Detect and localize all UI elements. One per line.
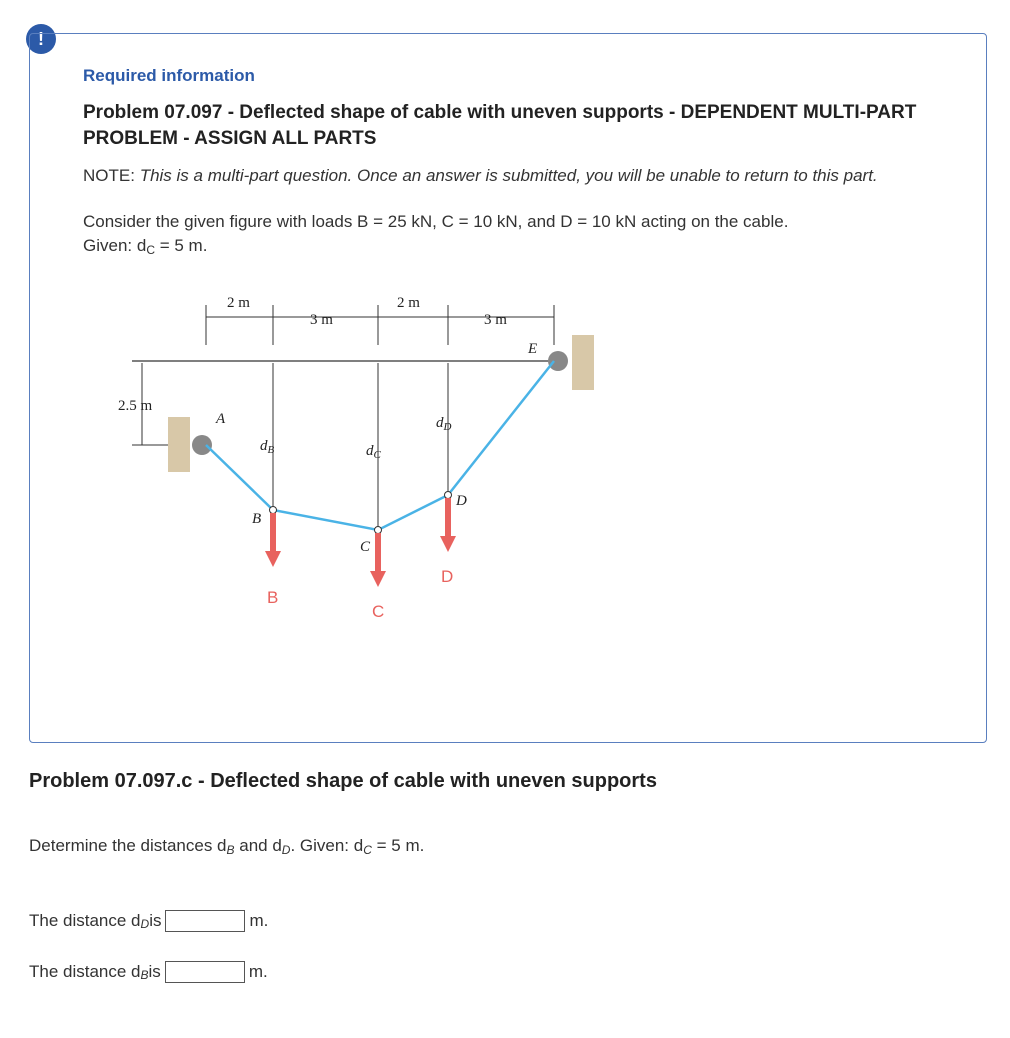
part-c-title: Problem 07.097.c - Deflected shape of cable with uneven supports <box>29 770 657 792</box>
given-prefix: Given: d <box>83 236 147 255</box>
label-C-node: C <box>360 539 371 555</box>
dim-3m-right: 3 m <box>484 312 507 328</box>
load-arrow-C <box>375 533 381 573</box>
alert-symbol: ! <box>38 28 44 49</box>
answer-row-dD <box>29 910 268 932</box>
required-info-title: Required information <box>83 66 255 85</box>
loads-text: Consider the given figure with loads B = 25 kN, C = 10 kN, and D = 10 kN acting on the cable. <box>83 212 789 231</box>
label-dC-sub: C <box>373 449 381 461</box>
label-E: E <box>528 341 538 357</box>
answer-dD-sub: D <box>140 917 150 931</box>
determine-sub-c: C <box>363 843 372 857</box>
load-label-B: B <box>267 588 279 607</box>
dB-input[interactable] <box>165 961 245 983</box>
determine-prefix: Determine the distances d <box>29 836 227 855</box>
answer-dB-prefix: The distance d <box>29 962 141 981</box>
dim-2-5m: 2.5 m <box>118 398 153 414</box>
note-text <box>83 166 943 186</box>
given-suffix: = 5 m. <box>154 236 208 255</box>
answer-dD-prefix: The distance d <box>29 911 141 930</box>
dim-2m-left: 2 m <box>227 295 250 311</box>
answer-dD-unit: m. <box>249 911 269 930</box>
given-text <box>83 236 207 256</box>
determine-text <box>29 836 424 856</box>
note-body: This is a multi-part question. Once an answer is submitted, you will be unable to return to this part. <box>139 166 878 185</box>
label-dC: d <box>366 443 374 459</box>
support-A <box>168 417 190 472</box>
dim-2m-right: 2 m <box>397 295 420 311</box>
problem-heading: Problem 07.097 - Deflected shape of cable with uneven supports - DEPENDENT MULTI-PART PROBLEM - ASSIGN ALL PARTS <box>83 102 917 149</box>
determine-sub-b: B <box>226 843 235 857</box>
note-label: NOTE: <box>83 166 135 185</box>
load-arrow-B <box>270 513 276 553</box>
label-A: A <box>216 411 226 427</box>
answer-dD-is: is <box>149 911 162 930</box>
label-dD: d <box>436 415 444 431</box>
answer-dB-sub: B <box>140 968 149 982</box>
label-D-node: D <box>456 493 467 509</box>
svg-text:dB <box>260 438 275 456</box>
dim-3m-left: 3 m <box>310 312 333 328</box>
load-arrow-D <box>445 498 451 538</box>
determine-sub-d: D <box>281 843 291 857</box>
svg-text:dC <box>366 443 382 461</box>
given-sub: C <box>146 243 155 257</box>
load-label-D: D <box>441 567 454 586</box>
cable <box>206 361 554 530</box>
determine-given: . Given: d <box>290 836 364 855</box>
label-dD-sub: D <box>443 421 452 433</box>
dD-input[interactable] <box>165 910 245 932</box>
determine-mid: and d <box>234 836 282 855</box>
determine-suffix: = 5 m. <box>371 836 425 855</box>
label-B-node: B <box>252 511 262 527</box>
label-dB: d <box>260 438 268 454</box>
answer-dB-is: is <box>148 962 161 981</box>
svg-text:dD <box>436 415 452 433</box>
cable-figure <box>110 285 610 625</box>
answer-row-dB <box>29 961 268 983</box>
support-E <box>572 335 594 390</box>
label-dB-sub: B <box>267 444 275 456</box>
load-label-C: C <box>372 602 385 621</box>
answer-dB-unit: m. <box>248 962 268 981</box>
